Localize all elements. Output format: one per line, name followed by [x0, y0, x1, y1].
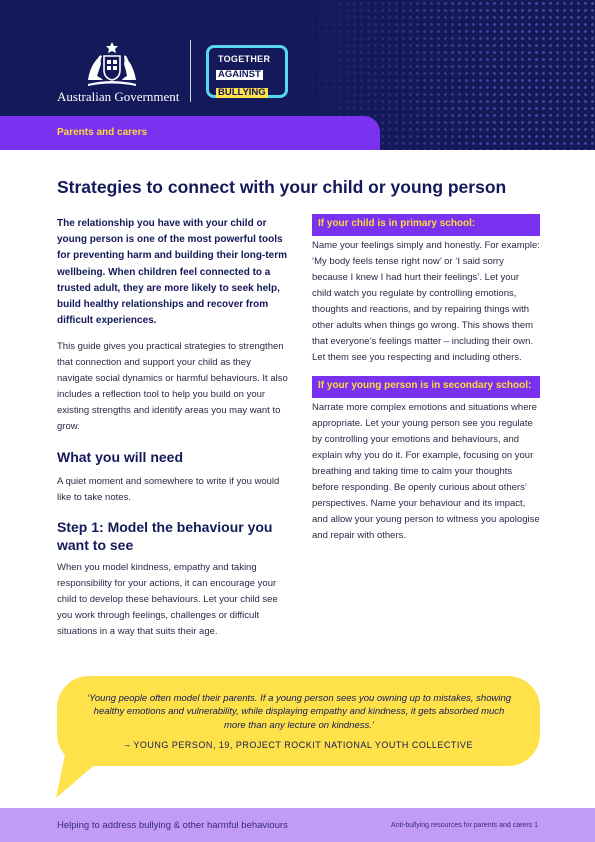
primary-school-heading: If your child is in primary school: — [312, 214, 540, 236]
footer-page-info: Anti-bullying resources for parents and carers 1 — [390, 822, 538, 829]
page-header — [0, 0, 595, 150]
quote-attribution: – YOUNG PERSON, 19, PROJECT ROCKIT NATIONAL YOUTH COLLECTIVE — [125, 740, 473, 750]
secondary-school-body: Narrate more complex emotions and situations where appropriate. Let your young person see you regulate by controlling your emotions and behaviours, and explain why you do it. For example, focusing on your breathing and taking time to calm your thoughts before responding. Be openly curious about others’ perspectives. Name your behaviour and its impact, and allow your young person to witness you apologise and repair with others. — [312, 402, 540, 541]
page-footer — [0, 808, 595, 842]
step1-heading: Step 1: Model the behaviour you want to see — [57, 519, 273, 554]
need-body: A quiet moment and somewhere to write if you would like to take notes. — [57, 476, 280, 504]
logo-line-3: BULLYING — [218, 87, 266, 98]
primary-school-body: Name your feelings simply and honestly. For example: ‘My body feels tense right now’ or ‘I said sorry because I knew I had hurt their feelings’. Let your child watch you regulate by controlling emotions, thoughts and reactions, and by repairing things with other adults when things go wrong. This shows them that everyone’s feelings matter – including their own. Let them see you respecting and including others. — [312, 240, 540, 363]
step1-body: When you model kindness, empathy and taking responsibility for your actions, it can encourage your child to develop these behaviours. Let your child see you work through feelings, challenges or difficult situations in a way that suits their age. — [57, 562, 278, 638]
government-name: Australian Government — [57, 89, 180, 104]
page-title: Strategies to connect with your child or young person — [57, 177, 507, 197]
left-column — [57, 216, 289, 640]
intro-lead: The relationship you have with your child or young person is one of the most powerful tools for preventing harm and building their long-term wellbeing. When children feel connected to a trusted adult, they are more likely to seek help, build healthy relationships and recover from difficult experiences. — [57, 218, 288, 327]
header-divider — [190, 40, 191, 102]
quote-text: ‘Young people often model their parents. If a young person sees you owning up to mistakes, showing healthy emotions and vulnerability, while displaying empathy and kindness, it gets absorbed much more than any lecture on kindness.’ — [86, 693, 512, 731]
need-heading: What you will need — [57, 449, 184, 466]
section-band — [0, 116, 380, 150]
coat-of-arms-icon — [84, 40, 140, 88]
logo-line-1: TOGETHER — [218, 54, 271, 64]
secondary-school-heading: If your young person is in secondary school: — [312, 376, 540, 398]
logo-line-2: AGAINST — [218, 69, 261, 80]
right-column — [312, 214, 540, 544]
together-against-bullying-logo — [206, 45, 288, 98]
intro-body: This guide gives you practical strategies to strengthen that connection and support your child as they navigate social dynamics or harmful behaviours. It also includes a reflection tool to help you build on your existing strengths and identify areas you may want to grow. — [57, 341, 288, 433]
section-label: Parents and carers — [57, 127, 148, 138]
footer-tagline: Helping to address bullying & other harmful behaviours — [57, 820, 288, 831]
